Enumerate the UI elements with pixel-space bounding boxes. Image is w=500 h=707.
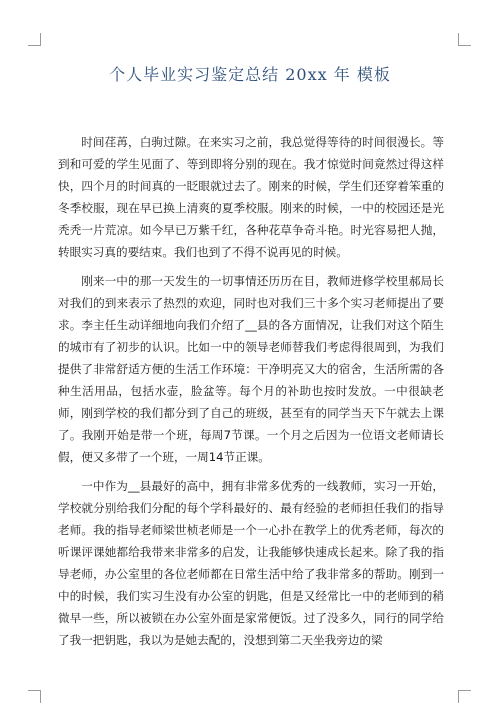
paragraph-2: 刚来一中的那一天发生的一切事情还历历在目，教师进修学校里郝局长对我们的到来表示了热烈的欢迎，同时也对我们三十多个实习老师提出了要求。李主任生动详细地向我们介绍了__县的各方面情况，让我们对这个陌生的城市有了初步的认识。比如一中的领导老师替我们考虑得很周到，为我们提供了非常舒适方便的生活工作环境：干净明亮又大的宿舍，生活所需的各种生活用品，包括水壶，脸盆等。每个月的补助也按时发放。一中很缺老师，刚到学校的我们都分到了自己的班级，甚至有的同学当天下午就去上课了。我刚开始是带一个班，每周7节课。一个月之后因为一位语文老师请长假，便又多带了一个班，一周14节正课。 <box>58 274 444 464</box>
crop-mark-top-right <box>458 33 471 46</box>
crop-mark-bottom-right <box>458 690 471 703</box>
document-title: 个人毕业实习鉴定总结 20xx 年 模板 <box>109 65 391 84</box>
paragraph-1: 时间荏苒，白驹过隙。在来实习之前，我总觉得等待的时间很漫长。等到和可爱的学生见面了、等到即将分别的现在。我才惊觉时间竟然过得这样快，四个月的时间真的一眨眼就过去了。刚来的时候，学生们还穿着笨重的冬季校服，现在早已换上清爽的夏季校服。刚来的时候，一中的校园还是光秃秃一片荒凉。如今早已万紫千红，各种花草争奇斗艳。时光容易把人抛，转眼实习真的要结束。我们也到了不得不说再见的时候。 <box>58 135 444 259</box>
document-body <box>58 131 444 658</box>
crop-mark-top-left <box>28 33 41 46</box>
paragraph-3: 一中作为__县最好的高中，拥有非常多优秀的一线教师，实习一开始，学校就分别给我们分配的每个学科最好的、最有经验的老师担任我们的指导老师。我的指导老师梁世桢老师是一个一心扑在教学上的优秀老师，每次的听课评课她都给我带来非常多的启发，让我能够快速成长起来。除了我的指导老师，办公室里的各位老师都在日常生活中给了我非常多的帮助。刚到一中的时候，我们实习生没有办公室的钥匙，但是又经常比一中的老师到的稍微早一些，所以被锁在办公室外面是家常便饭。过了没多久，同行的同学给了我一把钥匙，我以为是她去配的，没想到第二天坐我旁边的梁 <box>58 479 444 647</box>
crop-mark-bottom-left <box>28 690 41 703</box>
